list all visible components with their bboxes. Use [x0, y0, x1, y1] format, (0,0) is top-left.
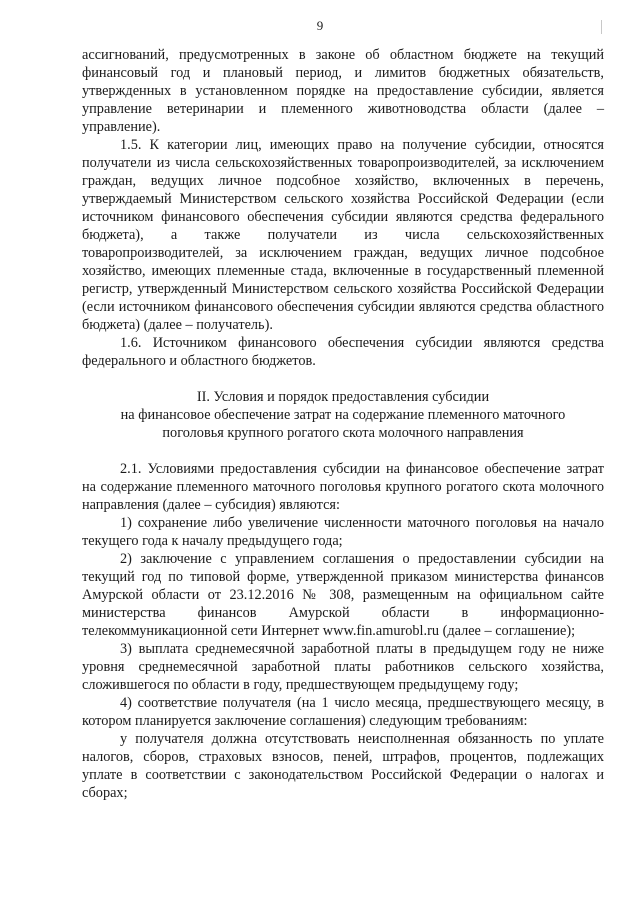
section-heading-line-2: на финансовое обеспечение затрат на содержание племенного маточного: [120, 407, 566, 423]
section-heading: [82, 388, 604, 442]
paragraph-1-6: 1.6. Источником финансового обеспечения субсидии являются средства федерального и областного бюджетов.: [82, 335, 604, 369]
paragraph-2-1: 2.1. Условиями предоставления субсидии на финансовое обеспечение затрат на содержание племенного маточного поголовья крупного рогатого скота молочного направления (далее – субсидия) являются:: [82, 461, 604, 513]
page-number: 9: [316, 18, 324, 33]
requirement-tax-obligations: у получателя должна отсутствовать неисполненная обязанность по уплате налогов, сборов, страховых взносов, пеней, штрафов, процентов, подлежащих уплате в соответствии с законодательством Российской Федерации о налогах и сборах;: [82, 731, 604, 801]
condition-3: 3) выплата среднемесячной заработной платы в предыдущем году не ниже уровня среднемесячной заработной платы работников сельского хозяйства, сложившегося по области в году, предшествующем предыдущему году;: [82, 641, 604, 693]
section-heading-line-3: поголовья крупного рогатого скота молочного направления: [162, 425, 524, 441]
scan-artifact: [601, 20, 602, 34]
paragraph-1-5: 1.5. К категории лиц, имеющих право на получение субсидии, относятся получатели из числа сельскохозяйственных товаропроизводителей, за исключением граждан, ведущих личное подсобное хозяйство, включенных в перечень, утверждаемый Министерством сельского хозяйства Российской Федерации (если источником финансового обеспечения субсидии являются средства федерального бюджета), а также получатели из числа сельскохозяйственных товаропроизводителей, за исключением граждан, ведущих личное подсобное хозяйство, имеющих племенные стада, включенные в государственный племенной регистр, утвержденный Министерством сельского хозяйства Российской Федерации (если источником финансового обеспечения субсидии являются средства областного бюджета) (далее – получатель).: [82, 137, 604, 333]
section-heading-line-1: II. Условия и порядок предоставления субсидии: [196, 389, 490, 405]
condition-2: 2) заключение с управлением соглашения о предоставлении субсидии на текущий год по типовой форме, утвержденной приказом министерства финансов Амурской области от 23.12.2016 № 308, размещенным на официальном сайте министерства финансов Амурской области в информационно-телекоммуникационной сети Интернет www.fin.amurobl.ru (далее – соглашение);: [82, 551, 604, 639]
condition-1: 1) сохранение либо увеличение численности маточного поголовья на начало текущего года к началу предыдущего года;: [82, 515, 604, 549]
document-body: [82, 46, 604, 802]
condition-4: 4) соответствие получателя (на 1 число месяца, предшествующего месяцу, в котором планируется заключение соглашения) следующим требованиям:: [82, 695, 604, 729]
paragraph-continuation: ассигнований, предусмотренных в законе об областном бюджете на текущий финансовый год и плановый период, и лимитов бюджетных обязательств, утвержденных в установленном порядке на предоставление субсидии, является управление ветеринарии и племенного животноводства области (далее – управление).: [82, 47, 604, 135]
